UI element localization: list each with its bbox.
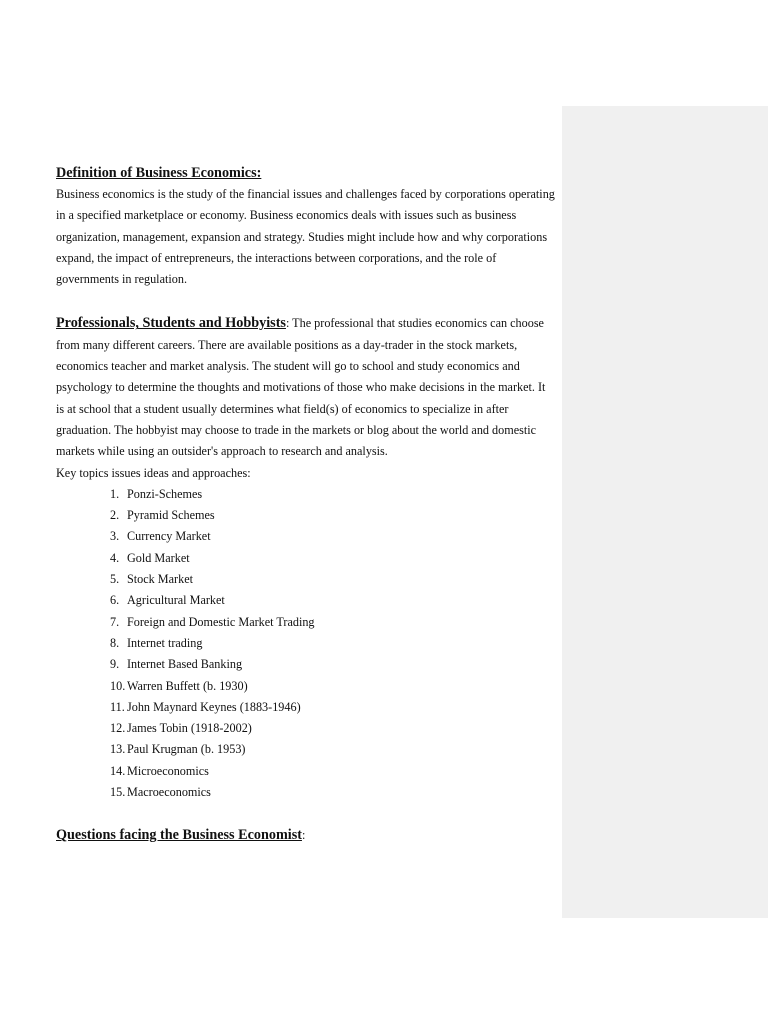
definition-paragraph: Business economics is the study of the financial issues and challenges faced by corporations operating in a specified marketplace or economy. Business economics deals with issues such as business organization, management, expansion and strategy. Studies might include how and why corporations expand, the impact of entrepreneurs, the interactions between corporations, and the role of governments in regulation. (56, 187, 555, 287)
list-item-number: 1. (110, 486, 120, 501)
list-item (56, 782, 556, 803)
list-item-number: 14. (110, 763, 126, 778)
list-item-text: Paul Krugman (b. 1953) (127, 742, 246, 757)
professionals-heading: Professionals, Students and Hobbyists (56, 315, 286, 332)
list-item-text: Agricultural Market (127, 593, 225, 608)
list-item-number: 4. (110, 550, 120, 565)
list-item (56, 739, 556, 760)
list-item-text: Ponzi-Schemes (127, 486, 203, 501)
list-item-number: 5. (110, 572, 120, 587)
list-item (56, 761, 556, 782)
list-item-number: 15. (110, 785, 126, 800)
list-item-number: 7. (110, 614, 120, 629)
definition-heading: Definition of Business Economics: (56, 165, 262, 181)
document-body (56, 163, 556, 847)
list-item-text: Currency Market (127, 529, 211, 544)
list-item-text: Stock Market (127, 572, 194, 587)
questions-suffix: : (301, 828, 306, 843)
list-item (56, 526, 556, 547)
list-item (56, 612, 556, 633)
list-item-text: John Maynard Keynes (1883-1946) (127, 699, 301, 714)
topics-intro: Key topics issues ideas and approaches: (56, 465, 251, 480)
list-item-number: 3. (110, 529, 120, 544)
list-item-number: 10. (110, 678, 126, 693)
list-item-text: Macroeconomics (127, 785, 211, 800)
list-item-text: Gold Market (127, 550, 190, 565)
questions-heading: Questions facing the Business Economist (56, 827, 302, 844)
list-item (56, 718, 556, 739)
list-item-text: Internet Based Banking (127, 657, 243, 672)
comment-margin-panel (562, 106, 768, 918)
list-item-number: 2. (110, 508, 120, 523)
list-item-text: Internet trading (127, 635, 203, 650)
list-item (56, 676, 556, 697)
list-item (56, 697, 556, 718)
list-item (56, 484, 556, 505)
list-item (56, 505, 556, 526)
list-item-number: 6. (110, 593, 120, 608)
topics-list (56, 484, 556, 803)
list-item-text: Foreign and Domestic Market Trading (127, 614, 315, 629)
list-item (56, 548, 556, 569)
list-item-number: 13. (110, 742, 126, 757)
list-item-number: 12. (110, 721, 126, 736)
list-item-text: Microeconomics (127, 763, 209, 778)
list-item (56, 569, 556, 590)
list-item-text: Warren Buffett (b. 1930) (127, 678, 248, 693)
professionals-paragraph (56, 313, 556, 462)
list-item (56, 590, 556, 611)
list-item-text: James Tobin (1918-2002) (127, 721, 252, 736)
list-item (56, 633, 556, 654)
questions-section (56, 825, 556, 846)
list-item-text: Pyramid Schemes (127, 508, 215, 523)
list-item-number: 9. (110, 657, 120, 672)
list-item-number: 11. (110, 699, 125, 714)
list-item (56, 654, 556, 675)
professionals-body: : The professional that studies economics can choose from many different careers. There are available positions as a day-trader in the stock markets, economics teacher and market analysis. The student will go to school and study economics and psychology to determine the thoughts and motivations of those who make decisions in the market. It is at school that a student usually determines what field(s) of economics to specialize in after graduation. The hobbyist may choose to trade in the markets or blog about the world and domestic markets while using an outsider's approach to research and analysis. (56, 316, 546, 459)
list-item-number: 8. (110, 635, 120, 650)
professionals-section (56, 313, 556, 803)
